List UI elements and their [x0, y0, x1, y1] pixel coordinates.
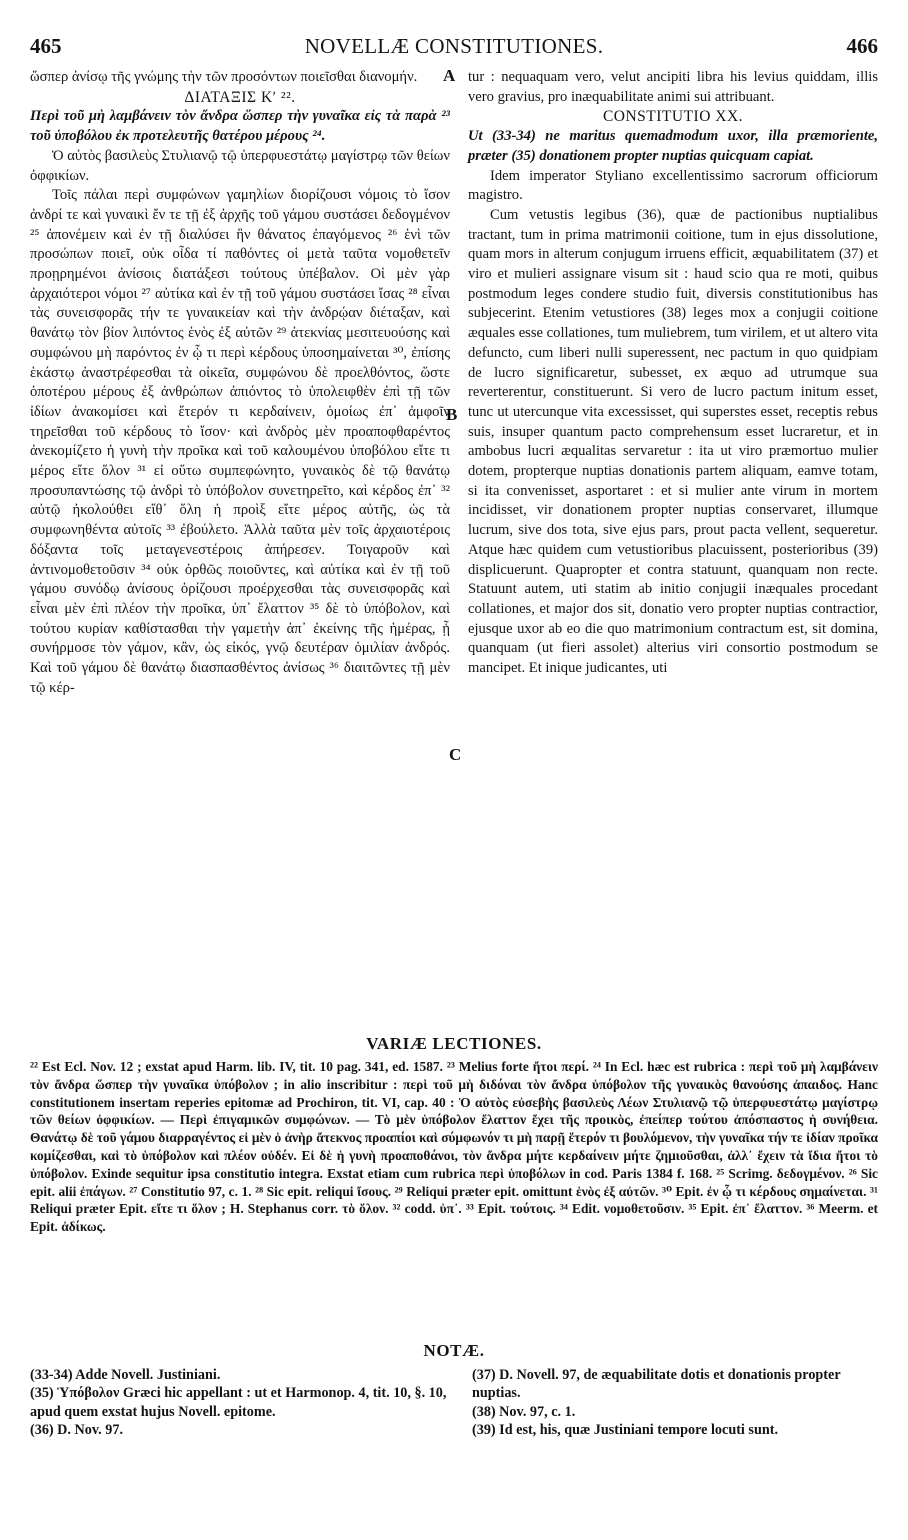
margin-letter-b: B — [446, 405, 458, 424]
greek-column — [30, 68, 450, 699]
latin-rubric: Ut (33-34) ne maritus quemadmodum uxor, illa præmoriente, præter (35) donationem propter nuptias quicquam capiat. — [468, 128, 878, 164]
page-number-left: 465 — [30, 34, 62, 58]
margin-letter-a: A — [443, 66, 456, 85]
note-item: (37) D. Novell. 97, de æquabilitate dotis et donationis propter nuptias. — [472, 1367, 841, 1402]
note-item: (36) D. Nov. 97. — [30, 1422, 124, 1439]
notae-right-column — [472, 1366, 878, 1440]
greek-continuation: ὥσπερ ἀνίσῳ τῆς γνώμης τὴν τῶν προσόντων ποιεῖσθαι διανομήν. — [30, 69, 418, 85]
greek-body: Τοῖς πάλαι περὶ συμφώνων γαμηλίων διορίζουσι νόμοις τὸ ἴσον ἀνδρί τε καὶ γυναικὶ ἔν τε τῇ ἐξ ἀρχῆς τοῦ γάμου συστάσει δεδογμένον ²⁵ ἀπονέμειν καὶ ἐν τῇ διαλύσει ἣν θάνατος ἐπαγόμενος ²⁶ ἑνὶ τῶν προσώπων ποιεῖ, οὐκ οἶδα τί παθόντες οἱ μετὰ ταῦτα νομοθετεῖν προῃρημένοι ἀνίσοις διατάξεσι τούτους ὑπέβαλον. Οἱ μὲν γὰρ ἀρχαιότεροι νόμοι ²⁷ αὐτίκα καὶ ἐν τῇ τοῦ γάμου συστάσει ἴσας ²⁸ εἶναι τὰς συνεισφορᾶς τήν τε γυναικείαν καὶ τὴν ἀνδρῴαν διέταξαν, καὶ θανάτῳ τὸν βίον λιπόντος ἑνὸς ἐξ αὐτῶν ²⁹ ἀτεκνίας μεσιτευούσης καὶ συμφώνου μὴ παρόντος ἐν ᾧ τι περὶ κέρδους ὑποσημαίνεται ³⁰, ἐπίσης ἑκάστῳ ἀναστρέφεσθαι τὰ οἰκεῖα, συμφώνου δὲ προελθόντος, ὥστε ὁποτέρου μέρους ἐξ ἀνθρώπων ἀπιόντος τὸ ὑπολειφθὲν ἐπὶ τῇ τῶν ἰδίων ἀνακομίσει καὶ ἕτερόν τι κερδαίνειν, ὁμοίως ἐπ᾽ ἀμφοῖν τηρεῖσθαι τοῦ κέρδους τὸ ἴσον· καὶ ἀνδρὸς μὲν προαποφθαρέντος ἀνεκομίζετο ἡ γυνὴ τὴν προῖκα καὶ τοῦ καλουμένου ὑποβόλου εἴτε τι μέρος εἴτε ὅλον ³¹ εἰ οὕτω συμπεφώνητο, γυναικὸς δὲ τῷ θανάτῳ προσυπαντώσης τῷ ἀνδρὶ τὸ ὑπόβολον συνετηρεῖτο, καὶ κέρδος ἐπ᾽ ³² αὐτῷ ἠκολούθει εἴθ᾽ ὅλη ἡ προὶξ εἴτε μέρος αὐτῆς, ὡς τὰ συμφωνηθέντα αὐτοῖς ³³ ἐβούλετο. Ἀλλὰ ταῦτα μὲν τοῖς ἀρχαιοτέροις δόξαντα τοῖς μεταγενεστέροις ἀπήρεσεν. Τοιγαροῦν καὶ ἀντινομοθετοῦσιν ³⁴ οὐκ ὀρθῶς ποιοῦντες, καὶ αὐτίκα καὶ ἐν τῇ τοῦ γάμου συνόδῳ ἀνίσους ὁρίζουσι προέρχεσθαι τὰς συνεισφορᾶς καὶ εἶναι μὲν ἐπὶ πλέον τὴν προῖκα, ὑπ᾽ ἔλαττον ³⁵ δὲ τὸ ὑπόβολον, καὶ τούτου κυρίαν καθίστασθαι τὴν γαμετὴν ἀπ᾽ ἐκείνης τῆς ἡμέρας, ᾗ συνήρμοσε τὸν γάμον, κἂν, ὡς εἰκός, γνῷ δευτέραν ὁμιλίαν ἀνδρός. Καὶ τοῦ γάμου δὲ θανάτῳ διασπασθέντος ἀνίσως ³⁶ διαιτῶντες τῇ μὲν τῷ κέρ- — [30, 187, 450, 696]
margin-letter-c: C — [449, 745, 462, 764]
greek-constitution-heading: ΔΙΑΤΑΞΙΣ Κʹ ²². — [184, 88, 296, 106]
notae-left-column — [30, 1366, 450, 1440]
page-number-right: 466 — [846, 34, 878, 58]
note-item: (38) Nov. 97, c. 1. — [472, 1403, 576, 1420]
running-title: NOVELLÆ CONSTITUTIONES. — [304, 34, 604, 58]
greek-rubric: Περὶ τοῦ μὴ λαμβάνειν τὸν ἄνδρα ὥσπερ τὴν γυναῖκα εἰς τὰ παρὰ ²³ τοῦ ὑποβόλου ἐκ προτελευτῆς θατέρου μέρους ²⁴. — [30, 108, 450, 145]
latin-address: Idem imperator Styliano excellentissimo sacrorum officiorum magistro. — [468, 167, 878, 204]
greek-address: Ὁ αὐτὸς βασιλεὺς Στυλιανῷ τῷ ὑπερφυεστάτῳ μαγίστρῳ τῶν θείων ὀφφικίων. — [30, 147, 450, 184]
note-item: (39) Id est, his, quæ Justiniani tempore locuti sunt. — [472, 1422, 778, 1439]
latin-continuation: tur : nequaquam vero, velut ancipiti libra his levius quiddam, illis vero gravius, pro inæquabilitate animi sui attribuant. — [468, 69, 878, 105]
latin-column — [468, 68, 878, 679]
note-item: (33-34) Adde Novell. Justiniani. — [30, 1367, 221, 1383]
latin-body: Cum vetustis legibus (36), quæ de pactionibus nuptialibus tractant, tum in prima matrimonii coitione, tum in ejus dissolutione, quam mors in alterum conjugum irruens efficit, æquabilitatem (37) et viro et mulieri assignare visum sit : haud scio qua re moti, quibus postmodum leges condere studio fuit, diversis constitutionibus has subjecerint. Etenim vetustiores (38) leges mox a conjugii coitione æquales esse collationes, tum muliebrem, tum virilem, et ut altero vita defuncto, cum liberi nulli superessent, nec pactum in quo quidpiam de lucro significaretur, subesset, ex æquo ad utrumque sua reverterentur, constituerunt. Si vero de lucro pactum initum esset, tunc ut utercunque vita excessisset, qui superstes esset, receptis rebus suis, insuper quantum pacto comprehensum esset lucraretur, et in ambobus lucri æqualitas servaretur : ita ut viro præmortuo mulier dotem, propterque nuptias donationis partem aliquam, eamve totam, si ita convenisset, asportaret : et si mulier ante virum in mortem incidisset, vir donationem propter nuptias conservaret, illumque lucrum, sive dos tota, sive ejus pars, prout pacta vellent, sequeretur. Atque hæc quidem cum vetustioribus placuissent, posterioribus (39) displicuerunt. Quapropter et contra statuunt, quanquam non recte. Statuunt autem, uti statim ab initio conjugii inæquales procedant collationes, et major dos sit, donatio vero propter nuptias contractior, ejusque uxor ab eo die quo matrimonium contractum est, sit domina, quanquam (ut fieri assolet) alterius viri consortio postmodum se mancipet. Et inique judicantes, uti — [468, 206, 878, 677]
running-header — [30, 34, 878, 60]
latin-constitution-heading: CONSTITUTIO XX. — [602, 108, 744, 126]
note-item: (35) Ὑπόβολον Græci hic appellant : ut et Harmonop. 4, tit. 10, §. 10, apud quem exstat hujus Novell. epitome. — [30, 1385, 447, 1420]
variae-lectiones-title: VARIÆ LECTIONES. — [366, 1034, 542, 1053]
variae-lectiones-text: ²² Est Ecl. Nov. 12 ; exstat apud Harm. lib. IV, tit. 10 pag. 341, ed. 1587. ²³ Melius forte ἤτοι περί. ²⁴ In Ecl. hæc est rubrica : περὶ τοῦ μὴ λαμβάνειν τὸν ἄνδρα ὥσπερ τὴν γυναῖκα ὑπόβολον ; in alio inscribitur : περὶ τοῦ μὴ διδόναι τὸν ἄνδρα ὑπόβολον τῆς γυναικὸς θανούσης ἀπαιδος. Hanc constitutionem insertam reperies epitomæ ad Prochiron, tit. VI, cap. 40 : Ὁ αὐτὸς εὐσεβὴς βασιλεὺς Λέων Στυλιανῷ τῷ ὑπερφυεστάτῳ μαγίστρῳ τῶν θείων ὀφφικίων. — Περὶ ἐπιγαμικῶν συμφώνων. — Τὸ μὲν ὑπόβολον ἔλαττον ἔχει τῆς προικὸς, ἐπείπερ τούτου ἀπόσπαστος ἡ συνήθεια. Θανάτῳ δὲ τοῦ γάμου διαρραγέντος εἰ μὲν ὁ ἀνὴρ ἄτεκνος προαπίοι καὶ σύμφωνόν τι μὴ παρῇ ἕτερόν τι βουλόμενον, τὴν γυναῖκα τήν τε ἰδίαν προῖκα κομίζεσθαι, καὶ τὸ ὑπόβολον καὶ πλέον οὐδέν. Εἰ δὲ ἡ γυνὴ προαποθάνοι, τὸν ἄνδρα μήτε κερδαίνειν μήτε ζημιοῦσθαι, ἀλλ᾽ ἔχειν τὰ ἴδια ἤτοι τὸ ὑπόβολον. Exinde sequitur ipsa constitutio integra. Exstat etiam cum rubrica περὶ ὑποβόλων in cod. Paris 1384 f. 168. ²⁵ Scrimg. δεδογμένον. ²⁶ Sic epit. alii ἐπάγων. ²⁷ Constitutio 97, c. 1. ²⁸ Sic epit. reliqui ἴσους. ²⁹ Reliqui præter epit. omittunt ἑνὸς ἐξ αὐτῶν. ³⁰ Epit. ἐν ᾧ τι κέρδους σημαίνεται. ³¹ Reliqui præter Epit. εἴτε τι ὅλον ; H. Stephanus corr. τὸ ὅλον. ³² codd. ὑπ᾽. ³³ Epit. τούτοις. ³⁴ Edit. νομοθετοῦσιν. ³⁵ Epit. ἐπ᾽ ἔλαττον. ³⁶ Meerm. et Epit. ἀδίκως. — [30, 1059, 878, 1235]
notae-title: NOTÆ. — [423, 1341, 485, 1360]
